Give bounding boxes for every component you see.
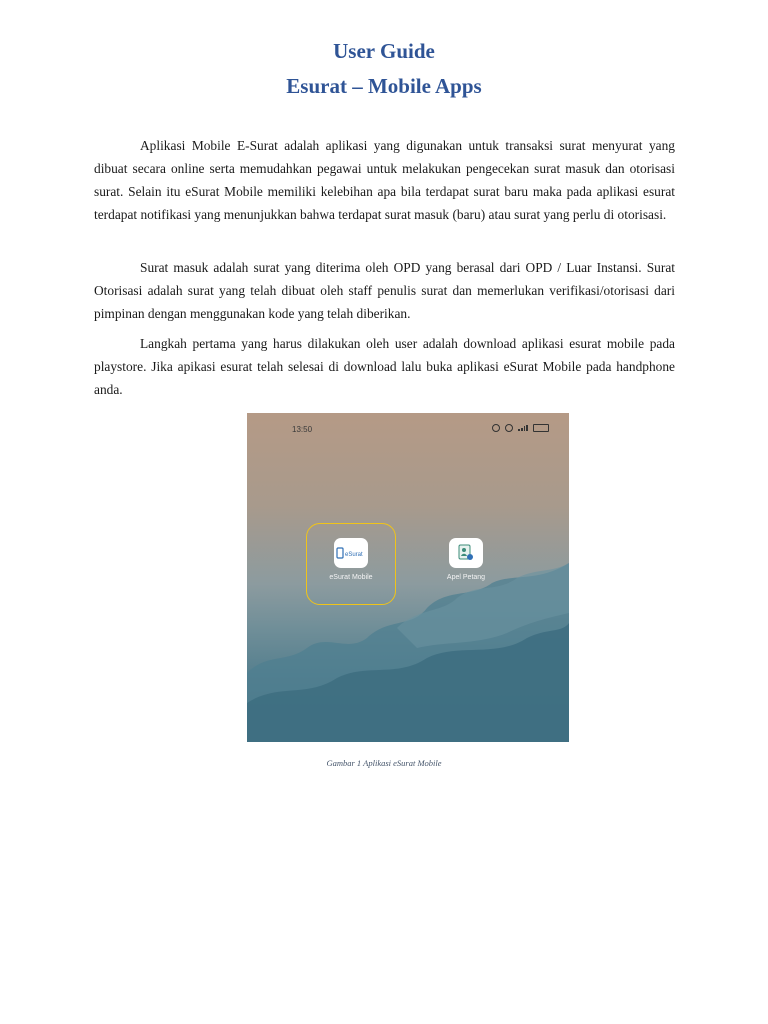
status-bar: [247, 413, 569, 443]
paragraph-definitions-text: Surat masuk adalah surat yang diterima oleh OPD yang berasal dari OPD / Luar Instansi. Surat Otorisasi adalah surat yang telah dibuat oleh staff penulis surat dan memerlukan verifikasi/otorisasi dari pimpinan dengan menggunakan kode yang telah diberikan.: [94, 260, 675, 321]
apel-petang-app-icon: [449, 538, 483, 568]
esurat-app-icon: [334, 538, 368, 568]
status-icons: [492, 424, 549, 432]
paragraph-intro-text: Aplikasi Mobile E-Surat adalah aplikasi yang digunakan untuk transaksi surat menyurat yang dibuat secara online serta memudahkan pegawai untuk melakukan pengecekan surat masuk dan otorisasi surat. Selain itu eSurat Mobile memiliki kelebihan apa bila terdapat surat baru maka pada aplikasi esurat terdapat notifikasi yang menunjukkan bahwa terdapat surat masuk (baru) atau surat yang perlu di otorisasi.: [94, 138, 675, 222]
battery-icon: [533, 424, 549, 432]
paragraph-first-step-text: Langkah pertama yang harus dilakukan oleh user adalah download aplikasi esurat mobile pada playstore. Jika apikasi esurat telah selesai di download lalu buka aplikasi eSurat Mobile pada handphone anda.: [94, 336, 675, 397]
status-time: 13:50: [292, 425, 313, 434]
esurat-mobile-app[interactable]: [306, 523, 396, 582]
esurat-app-label: eSurat Mobile: [329, 574, 373, 581]
signal-icon: [518, 425, 528, 431]
phone-screenshot: [247, 413, 569, 742]
wallpaper-clouds: [247, 413, 569, 742]
paragraph-intro: [94, 134, 675, 226]
apel-petang-app[interactable]: [421, 523, 511, 582]
figure-caption: Gambar 1 Aplikasi eSurat Mobile: [326, 758, 442, 768]
esurat-logo-icon: [336, 546, 366, 560]
paragraph-first-step: [94, 332, 675, 401]
alarm-icon: [492, 424, 500, 432]
paragraph-definitions: [94, 256, 675, 325]
apel-petang-logo-icon: [457, 544, 475, 562]
svg-text:eSurat: eSurat: [345, 552, 363, 558]
document-title: User Guide: [333, 39, 435, 63]
wifi-icon: [505, 424, 513, 432]
apel-petang-app-label: Apel Petang: [446, 574, 486, 581]
document-subtitle: Esurat – Mobile Apps: [286, 74, 482, 98]
